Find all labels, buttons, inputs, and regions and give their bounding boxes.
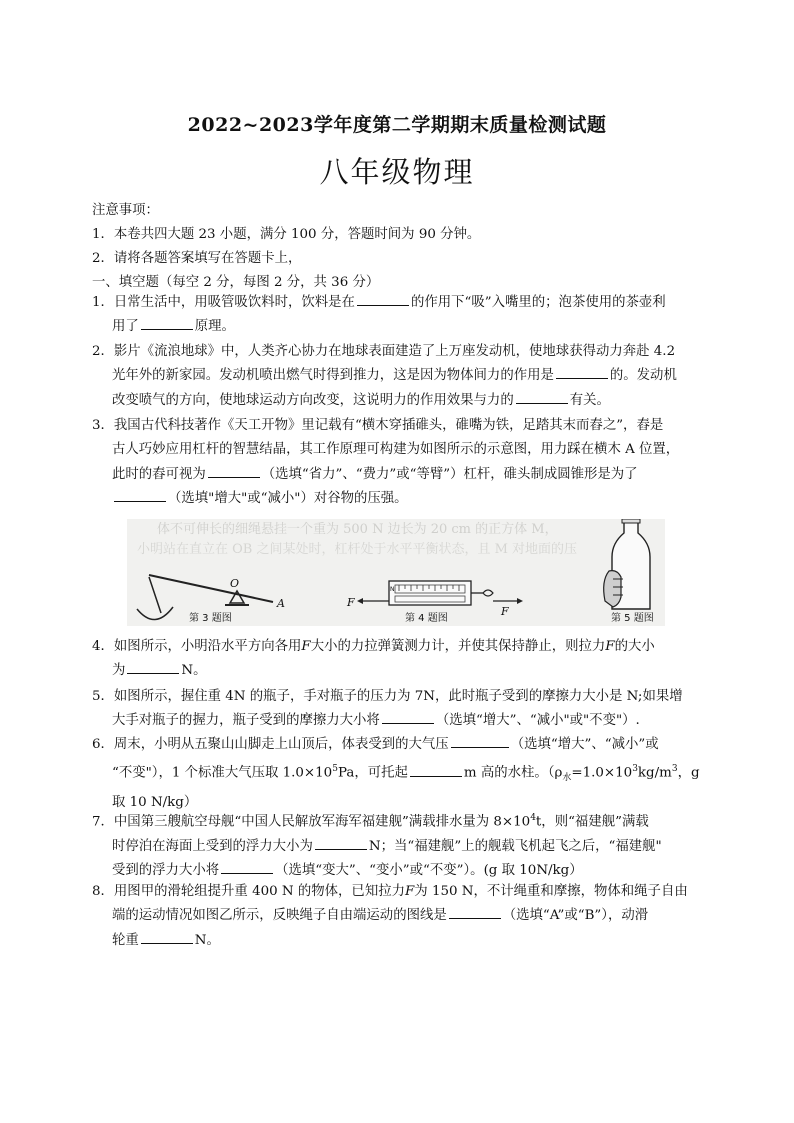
answer-blank[interactable] [141,929,193,944]
answer-blank[interactable] [127,659,179,674]
question-5: 5．如图所示，握住重 4N 的瓶子，手对瓶子的压力为 7N，此时瓶子受到的摩擦力大小是 N;如果增 大手对瓶子的握力，瓶子受到的摩擦力大小将 （选填“增大”、“减小"或"不变"）. [92,689,683,729]
answer-blank[interactable] [141,315,193,330]
question-4: 4．如图所示，小明沿水平方向各用F大小的力拉弹簧测力计，并使其保持静止，则拉力F的大小 为 N。 [92,639,655,679]
answer-blank[interactable] [221,859,273,874]
figures-svg [127,519,665,626]
exam-title: 2022~2023学年度第二学期期末质量检测试题 [187,114,607,136]
answer-blank[interactable] [556,364,608,379]
answer-blank[interactable] [382,709,434,724]
question-2: 2．影片《流浪地球》中，人类齐心协力在地球表面建造了上万座发动机，使地球获得动力奔赴 4.2 光年外的新家园。发动机喷出燃气时得到推力，这是因为物体间力的作用是 的。发动机 改变喷气的方向，使地球运动方向改变，这说明力的作用效果与力的 有关。 [92,344,677,408]
bleed-text-1: 体不可伸长的细绳悬挂一个重为 500 N 边长为 20 cm 的正方体 M， [157,522,558,537]
subject-title: 八年级物理 [319,155,475,189]
notes-heading: 注意事项： [92,203,159,218]
fig3-caption: 第 3 题图 [189,613,232,624]
answer-blank[interactable] [449,904,501,919]
bleed-text-2: 小明站在直立在 OB 之间某处时，杠杆处于水平平衡状态，且 M 对地面的压 [137,542,578,557]
answer-blank[interactable] [315,835,367,850]
answer-blank[interactable] [516,389,568,404]
question-7: 7．中国第三艘航空母舰“中国人民解放军海军福建舰”满载排水量为 $8\times 10^4t$，则“福建舰”满载 时停泊在海面上受到的浮力大小为 N；当“福建舰”上的舰载飞机起飞之后，“福建舰" 受到的浮力大小将 （选填“变大”、“变小”或“不变”）。(g 取 10N/kg） [92,813,662,879]
answer-blank[interactable] [410,762,462,777]
answer-blank[interactable] [114,487,166,502]
section1-heading: 一、填空题（每空 2 分，每图 2 分，共 36 分） [92,275,380,290]
fig3-label-A: A [277,597,285,610]
question-8: 8．用图甲的滑轮组提升重 400 N 的物体，已知拉力F为 150 N，不计绳重和摩擦，物体和绳子自由 端的运动情况如图乙所示，反映绳子自由端运动的图线是 （选填“A”或“B”），动滑 轮重 N。 [92,884,688,948]
fig4-label-F-left: F [347,596,355,609]
answer-blank[interactable] [357,291,409,306]
fig4-caption: 第 4 题图 [405,613,448,624]
answer-blank[interactable] [451,733,509,748]
answer-blank[interactable] [208,463,260,478]
question-1: 1．日常生活中，用吸管吸饮料时，饮料是在 的作用下“吸”入嘴里的；泡茶使用的茶壶利 用了 原理。 [92,291,712,340]
fig3-label-O: O [230,577,240,590]
fig4-unit-N: N [390,586,395,593]
note-item-1: 1．本卷共四大题 23 小题，满分 100 分，答题时间为 90 分钟。 [92,227,481,242]
fig4-label-F-right: F [501,605,509,618]
question-6: 6．周末，小明从五聚山山脚走上山顶后，体表受到的大气压 （选填“增大”、“减小”或 “不变"），1 个标准大气压取 $1.0\times 10^5Pa$，可托起 m 高的水柱。（$\rho_水=1.0\times 10^3kg/m^3$，g 取 10 N/kg） [92,733,712,815]
question-3: 3．我国古代科技著作《天工开物》里记载有“横木穿插碓头，碓嘴为铁，足踏其末而舂之”，舂是 古人巧妙应用杠杆的智慧结晶，其工作原理可构建为如图所示的示意图，用力踩在横木 A 位置， 此时的舂可视为 （选填“省力”、“费力”或“等臂”）杠杆，碓头制成圆锥形是为了 （选填"增大"或“减小"）对谷物的压强。 [92,418,680,507]
figures-strip [127,519,665,626]
note-item-2: 2．请将各题答案填写在答题卡上， [92,251,302,266]
fig5-caption: 第 5 题图 [611,613,654,624]
